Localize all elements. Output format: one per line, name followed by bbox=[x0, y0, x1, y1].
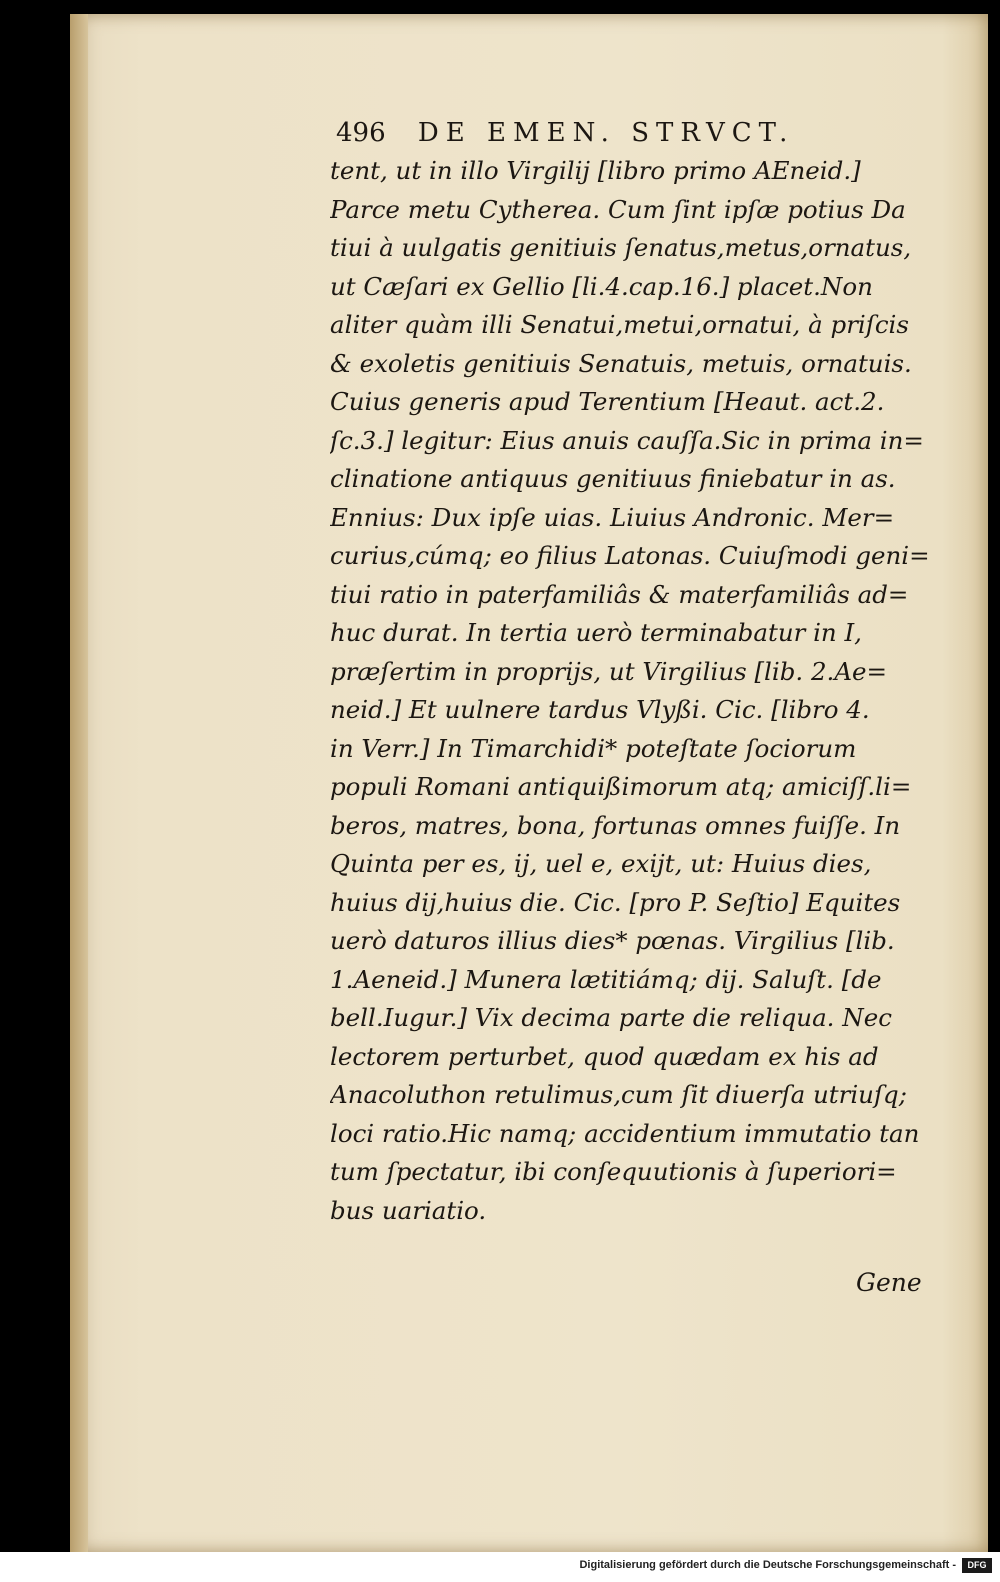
text-line: populi Romani antiquißimorum atq; amiciſſ.li= bbox=[330, 772, 912, 801]
text-line: ſc.3.] legitur: Eius anuis cauſſa.Sic in prima in= bbox=[330, 425, 924, 455]
text-line: bus uariatio. bbox=[330, 1195, 487, 1225]
page-gutter bbox=[70, 14, 88, 1552]
funding-credit: Digitalisierung gefördert durch die Deutsche Forschungsgemeinschaft - bbox=[579, 1559, 956, 1571]
text-line: clinatione antiquus genitiuus finiebatur in as. bbox=[330, 464, 896, 493]
text-line: huius dij,huius die. Cic. [pro P. Seſtio] Equites bbox=[330, 887, 901, 917]
text-line: Anacoluthon retulimus,cum ſit diuerſa utriuſq; bbox=[330, 1080, 907, 1109]
text-line: Cuius generis apud Terentium [Heaut. act.2. bbox=[330, 387, 885, 416]
text-line: tiui ratio in paterfamiliâs & materfamiliâs ad= bbox=[330, 579, 909, 609]
running-head: DE EMEN. STRVCT. bbox=[417, 118, 795, 148]
text-line: uerò daturos illius dies* pœnas. Virgilius [lib. bbox=[330, 926, 895, 955]
text-line: ut Cæſari ex Gellio [li.4.cap.16.] placet.Non bbox=[330, 271, 873, 301]
text-line: Quinta per es, ij, uel e, exijt, ut: Huius dies, bbox=[330, 849, 872, 878]
text-line: tum ſpectatur, ibi conſequutionis à ſuperiori= bbox=[330, 1157, 897, 1186]
text-line: beros, matres, bona, fortunas omnes fuiſſe. In bbox=[330, 810, 901, 840]
footer-bar bbox=[0, 1552, 1000, 1582]
text-line: lectorem perturbet, quod quædam ex his ad bbox=[330, 1041, 879, 1071]
catchword: Gene bbox=[856, 1268, 922, 1297]
text-line: Ennius: Dux ipſe uias. Liuius Andronic. Mer= bbox=[330, 502, 895, 532]
text-line: 1.Aeneid.] Munera lætitiámq; dij. Saluſt. [de bbox=[330, 964, 882, 994]
body-text bbox=[330, 152, 950, 1230]
page-header bbox=[336, 118, 794, 148]
text-line: tiui à uulgatis genitiuis ſenatus,metus,ornatus, bbox=[330, 233, 912, 262]
text-line: curius,cúmq; eo filius Latonas. Cuiuſmodi geni= bbox=[330, 541, 930, 570]
text-line: huc durat. In tertia uerò terminabatur in I, bbox=[330, 618, 862, 647]
text-line: præſertim in proprijs, ut Virgilius [lib. 2.Ae= bbox=[330, 656, 888, 686]
text-line: & exoletis genitiuis Senatuis, metuis, ornatuis. bbox=[330, 348, 912, 378]
text-line: aliter quàm illi Senatui,metui,ornatui, à priſcis bbox=[330, 310, 909, 339]
page-number: 496 bbox=[336, 118, 386, 148]
dfg-logo: DFG bbox=[962, 1558, 992, 1573]
text-line: in Verr.] In Timarchidi* poteſtate ſociorum bbox=[330, 733, 857, 763]
text-line: tent, ut in illo Virgilij [libro primo AEneid.] bbox=[330, 156, 861, 185]
text-line: loci ratio.Hic namq; accidentium immutatio tan bbox=[330, 1118, 920, 1148]
text-line: bell.Iugur.] Vix decima parte die reliqua. Nec bbox=[330, 1003, 892, 1032]
text-line: neid.] Et uulnere tardus Vlyßi. Cic. [libro 4. bbox=[330, 695, 870, 724]
text-line: Parce metu Cytherea. Cum ſint ipſæ potius Da bbox=[330, 194, 906, 224]
